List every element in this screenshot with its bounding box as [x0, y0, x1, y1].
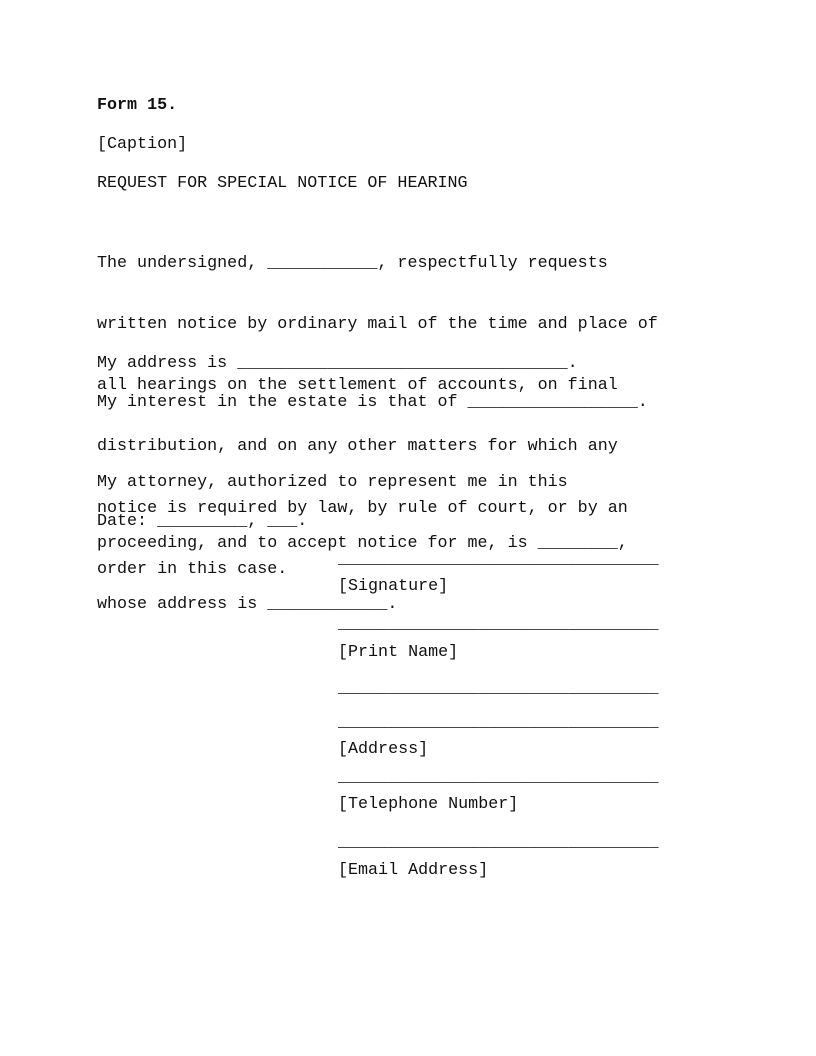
address-label: [Address] [338, 740, 429, 759]
telephone-rule: ________________________________ [338, 768, 659, 787]
telephone-label: [Telephone Number] [338, 795, 519, 814]
request-paragraph-line: The undersigned, ___________, respectfully requests [97, 253, 608, 273]
attorney-paragraph-line: My attorney, authorized to represent me in this [97, 472, 568, 492]
print-name-rule: ________________________________ [338, 615, 659, 634]
interest-statement: My interest in the estate is that of _________________. [97, 393, 648, 412]
request-paragraph-line: all hearings on the settlement of accounts, on final [97, 376, 618, 396]
request-paragraph-line: order in this case. [97, 559, 288, 579]
attorney-paragraph-line: proceeding, and to accept notice for me, is ________, [97, 534, 628, 554]
request-paragraph-line: notice is required by law, by rule of court, or by an [97, 498, 628, 518]
attorney-paragraph-line: whose address is ____________. [97, 595, 398, 615]
request-paragraph-line: written notice by ordinary mail of the time and place of [97, 315, 658, 335]
request-paragraph-line: distribution, and on any other matters for which any [97, 437, 618, 457]
date-line: Date: _________, ___. [97, 512, 308, 531]
document-heading: REQUEST FOR SPECIAL NOTICE OF HEARING [97, 174, 468, 193]
address-statement: My address is _________________________________. [97, 354, 578, 373]
email-label: [Email Address] [338, 861, 489, 880]
signature-label: [Signature] [338, 577, 449, 596]
print-name-label: [Print Name] [338, 643, 459, 662]
email-rule: ________________________________ [338, 833, 659, 852]
caption-placeholder: [Caption] [97, 135, 188, 154]
address-rule-1: ________________________________ [338, 679, 659, 698]
signature-rule: ________________________________ [338, 550, 659, 569]
form-title: Form 15. [97, 96, 178, 115]
address-rule-2: ________________________________ [338, 713, 659, 732]
